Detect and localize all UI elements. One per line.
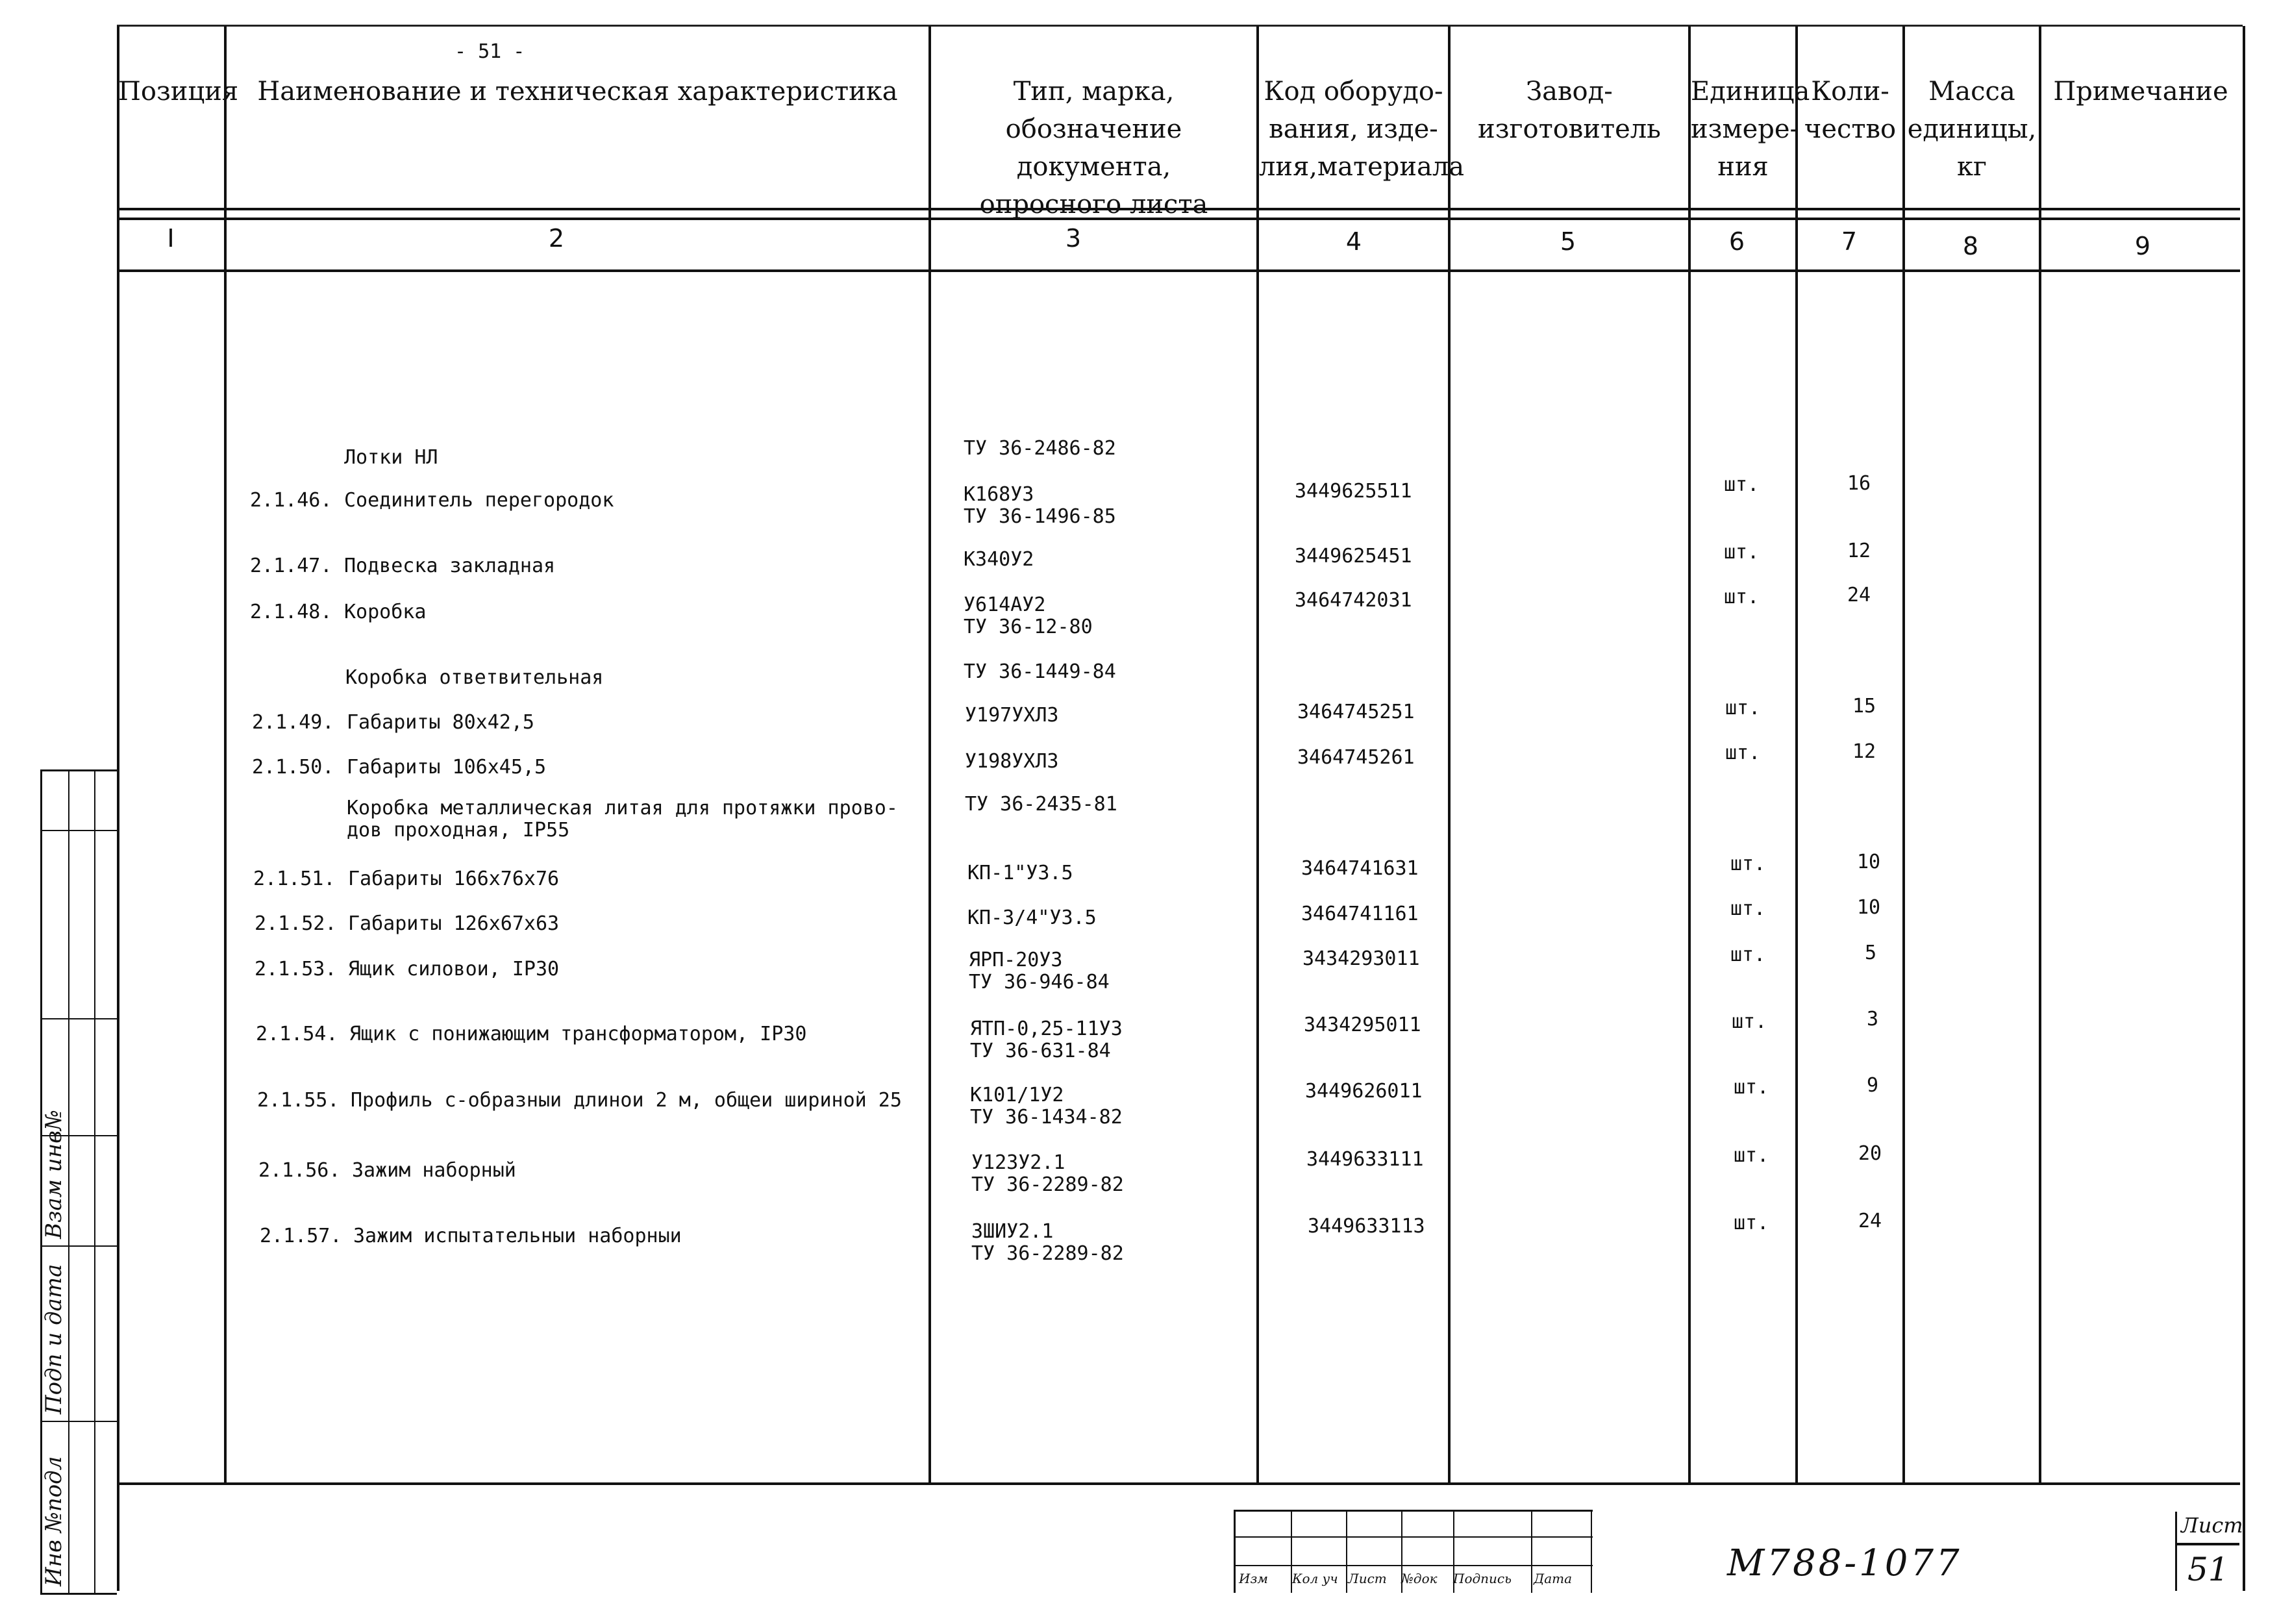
sheet-box: [2175, 1512, 2243, 1591]
row-unit: шт.: [1730, 853, 1766, 875]
column-divider: [2039, 26, 2041, 1484]
row-quantity: 12: [1852, 740, 1876, 763]
title-label-date: Дата: [1534, 1571, 1573, 1586]
row-unit: шт.: [1732, 1010, 1767, 1033]
row-position: 2.1.54.: [256, 1023, 338, 1045]
header-name: Наименование и техническая характеристика: [257, 77, 898, 106]
row-type: ТУ 36-2486-82: [964, 437, 1116, 460]
row-type: К101/1У2 ТУ 36-1434-82: [970, 1084, 1123, 1129]
row-code: 3464745261: [1297, 746, 1415, 769]
row-type: К168У3 ТУ 36-1496-85: [964, 483, 1116, 528]
row-code: 3464745251: [1297, 701, 1415, 723]
row-name: Соединитель перегородок: [344, 489, 614, 512]
row-code: 3464741161: [1301, 903, 1419, 925]
row-unit: шт.: [1724, 473, 1760, 496]
row-type: ТУ 36-2435-81: [965, 793, 1117, 816]
row-name: Подвеска закладная: [344, 555, 556, 577]
row-quantity: 3: [1867, 1008, 1879, 1031]
row-name: Габариты 166х76х76: [348, 868, 560, 890]
column-number: 3: [1065, 224, 1082, 253]
column-number: 5: [1560, 227, 1576, 256]
page-number: - 51 -: [455, 40, 525, 63]
row-code: 3464742031: [1295, 589, 1412, 612]
row-position: 2.1.46.: [250, 489, 332, 512]
row-name: Зажим испытательныи наборныи: [353, 1225, 682, 1247]
row-code: 3449633113: [1308, 1215, 1425, 1238]
column-divider: [224, 26, 227, 1484]
title-label-count: Кол уч: [1292, 1571, 1338, 1586]
row-quantity: 16: [1847, 472, 1871, 495]
row-quantity: 5: [1865, 942, 1877, 964]
header-mass: Масса единицы, кг: [1907, 77, 2037, 182]
column-divider: [1688, 26, 1691, 1484]
title-label-sheet: Лист: [1348, 1571, 1387, 1586]
stamp-replacement-number: Взам инв№: [41, 1109, 67, 1239]
table-bottom-line: [117, 1482, 2240, 1485]
title-label-signature: Подпись: [1453, 1571, 1512, 1586]
row-position: 2.1.50.: [252, 756, 334, 779]
row-unit: шт.: [1730, 943, 1766, 966]
title-block: [1234, 1510, 1591, 1591]
row-position: 2.1.51.: [253, 868, 336, 890]
column-divider: [928, 26, 931, 1484]
header-note: Примечание: [2053, 77, 2228, 106]
row-code: 3434295011: [1304, 1014, 1421, 1036]
row-quantity: 10: [1857, 896, 1881, 919]
sheet-label: Лист: [2181, 1513, 2243, 1538]
row-type: ЯРП-20У3 ТУ 36-946-84: [969, 949, 1110, 993]
row-name: Коробка ответвительная: [345, 666, 604, 689]
row-position: 2.1.49.: [252, 711, 334, 734]
row-unit: шт.: [1734, 1144, 1769, 1167]
row-type: У123У2.1 ТУ 36-2289-82: [971, 1151, 1124, 1196]
row-name: Габариты 80х42,5: [347, 711, 534, 734]
stamp-signature-date: Подп и дата: [41, 1264, 67, 1414]
row-position: 2.1.56.: [258, 1159, 341, 1182]
row-code: 3449626011: [1305, 1080, 1423, 1103]
row-type: ЯТП-0,25-11У3 ТУ 36-631-84: [970, 1018, 1123, 1062]
row-name: Габариты 126х67х63: [348, 912, 560, 935]
row-type: У198УХЛ3: [965, 750, 1059, 773]
column-number: 6: [1728, 227, 1745, 256]
row-name: Профиль с-образныи длинои 2 м, общеи шириной 25: [351, 1089, 902, 1112]
column-number: 2: [548, 224, 565, 253]
row-code: 3464741631: [1301, 857, 1419, 880]
row-unit: шт.: [1724, 586, 1760, 608]
row-code: 3449633111: [1306, 1148, 1424, 1171]
row-type: КП-3/4"У3.5: [967, 906, 1097, 929]
column-divider: [1448, 26, 1451, 1484]
title-label-change: Изм: [1239, 1571, 1268, 1586]
document-number: М788-1077: [1727, 1542, 1962, 1584]
row-name: Зажим наборный: [352, 1159, 516, 1182]
row-type: КП-1"У3.5: [967, 862, 1073, 884]
column-divider: [1902, 26, 1905, 1484]
row-name: Ящик с понижающим трансформатором, IP30: [349, 1023, 807, 1045]
row-position: 2.1.52.: [255, 912, 337, 935]
header-unit: Единица измере- ния: [1691, 77, 1810, 182]
row-position: 2.1.53.: [255, 958, 337, 981]
row-unit: шт.: [1730, 897, 1766, 920]
sheet-number: 51: [2187, 1551, 2229, 1588]
column-number: 9: [2134, 232, 2151, 260]
row-quantity: 12: [1847, 540, 1871, 562]
header-position: Позиция: [118, 77, 239, 106]
header-code: Код оборудо- вания, изде- лия,материала: [1259, 77, 1465, 182]
row-unit: шт.: [1725, 697, 1761, 719]
row-position: 2.1.47.: [250, 555, 332, 577]
column-divider: [1256, 26, 1259, 1484]
header-quantity: Коли- чество: [1804, 77, 1897, 144]
row-type: К340У2: [964, 548, 1034, 571]
column-number: I: [167, 224, 175, 253]
row-type: ТУ 36-1449-84: [964, 660, 1116, 683]
column-number: 7: [1841, 227, 1858, 256]
row-position: 2.1.48.: [250, 601, 332, 623]
row-quantity: 9: [1867, 1074, 1879, 1097]
row-name: Габариты 106х45,5: [347, 756, 547, 779]
row-position: 2.1.57.: [260, 1225, 342, 1247]
row-quantity: 24: [1858, 1210, 1882, 1232]
row-position: 2.1.55.: [257, 1089, 340, 1112]
row-unit: шт.: [1725, 742, 1761, 764]
stamp-inventory-number: Инв №подл: [41, 1456, 67, 1586]
row-unit: шт.: [1734, 1076, 1769, 1099]
row-code: 3449625451: [1295, 545, 1412, 568]
row-unit: шт.: [1724, 541, 1760, 564]
row-code: 3434293011: [1302, 947, 1420, 970]
header-manufacturer: Завод- изготовитель: [1478, 77, 1661, 144]
row-unit: шт.: [1734, 1212, 1769, 1234]
column-number: 8: [1962, 232, 1979, 260]
title-label-doc: №док: [1401, 1571, 1438, 1586]
row-name: Лотки НЛ: [344, 446, 438, 469]
column-number: 4: [1345, 227, 1362, 256]
row-quantity: 24: [1847, 584, 1871, 606]
row-quantity: 20: [1858, 1142, 1882, 1165]
row-name: Коробка металлическая литая для протяжки прово- дов проходная, IP55: [347, 797, 898, 842]
column-divider: [1795, 26, 1798, 1484]
row-type: У197УХЛ3: [965, 704, 1059, 727]
row-name: Ящик силовои, IP30: [348, 958, 560, 981]
row-quantity: 15: [1852, 695, 1876, 718]
header-type: Тип, марка, обозначение документа, опросного листа: [979, 77, 1208, 219]
row-code: 3449625511: [1295, 480, 1412, 503]
row-quantity: 10: [1857, 851, 1881, 873]
row-type: ЗШИУ2.1 ТУ 36-2289-82: [971, 1220, 1124, 1265]
colnum-bottom-line: [117, 269, 2240, 272]
row-type: У614АУ2 ТУ 36-12-80: [964, 593, 1093, 638]
row-name: Коробка: [344, 601, 427, 623]
side-stamp: [40, 769, 117, 1595]
